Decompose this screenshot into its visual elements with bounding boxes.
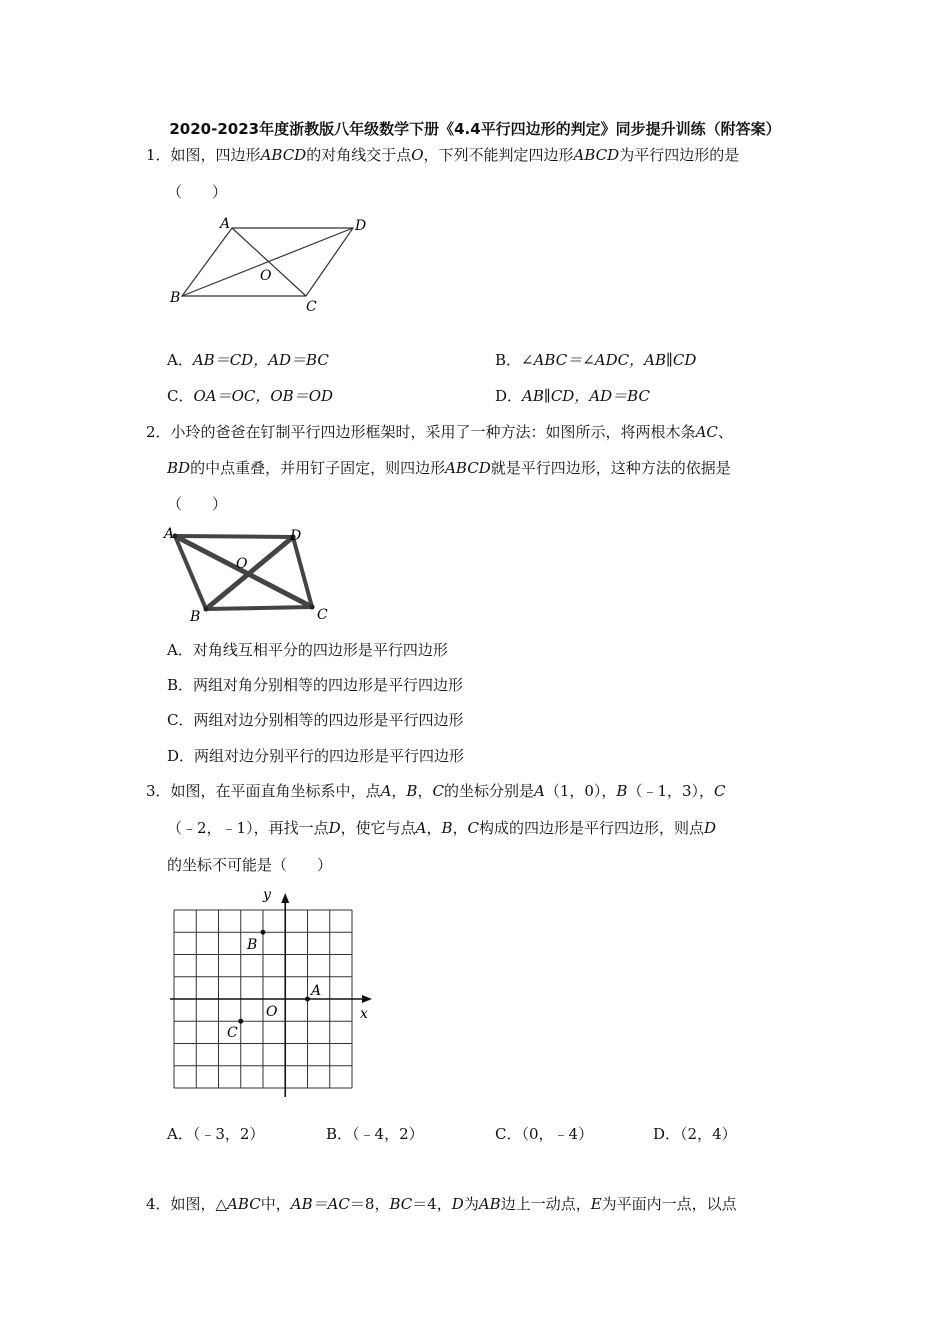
q3-label-x: x xyxy=(360,1006,368,1022)
q1-label-o: O xyxy=(260,268,272,284)
q1-option-b[interactable]: B．∠ABC＝∠ADC，AB∥CD xyxy=(495,351,697,369)
q2-option-a[interactable]: A．对角线互相平分的四边形是平行四边形 xyxy=(167,641,448,659)
q3-label-b: B xyxy=(247,937,258,953)
q1-option-c[interactable]: C．OA＝OC，OB＝OD xyxy=(167,387,334,405)
q3-point-b xyxy=(261,930,266,935)
q1-label-a: A xyxy=(220,216,231,232)
q3-axes xyxy=(170,897,368,1097)
q1-number: 1． xyxy=(146,146,171,164)
q2-label-c: C xyxy=(317,607,328,623)
q3-option-c[interactable]: C．（0，﹣4） xyxy=(495,1125,594,1143)
q1-figure xyxy=(160,210,380,320)
q2-label-d: D xyxy=(290,528,302,544)
q1-option-d[interactable]: D．AB∥CD，AD＝BC xyxy=(495,387,650,405)
q2-stick-bd xyxy=(206,537,293,609)
q3-x-arrow xyxy=(362,995,372,1003)
q3-y-arrow xyxy=(281,893,289,903)
q2-option-d[interactable]: D．两组对边分别平行的四边形是平行四边形 xyxy=(167,747,465,765)
page-title: 2020-2023年度浙教版八年级数学下册《4.4平行四边形的判定》同步提升训练（附答案） xyxy=(169,120,781,138)
q3-label-c: C xyxy=(227,1025,238,1041)
q3-option-d[interactable]: D．（2，4） xyxy=(653,1125,737,1143)
q3-label-o: O xyxy=(266,1004,278,1020)
q2-stem-line2: BD的中点重叠，并用钉子固定，则四边形ABCD就是平行四边形，这种方法的依据是 xyxy=(167,459,731,477)
q1-label-d: D xyxy=(355,218,367,234)
q3-stem-line2: （﹣2，﹣1），再找一点D，使它与点A，B，C构成的四边形是平行四边形，则点D xyxy=(167,819,717,837)
q2-option-b[interactable]: B．两组对角分别相等的四边形是平行四边形 xyxy=(167,676,464,694)
q1-stem: 1．如图，四边形ABCD的对角线交于点O，下列不能判定四边形ABCD为平行四边形的是 xyxy=(146,146,740,164)
q3-coordinate-grid xyxy=(160,885,380,1101)
q3-label-y: y xyxy=(263,887,271,903)
q2-label-o: O xyxy=(236,556,248,572)
q3-option-a[interactable]: A．（﹣3，2） xyxy=(167,1125,265,1143)
q2-number: 2． xyxy=(146,423,171,441)
q1-label-c: C xyxy=(306,299,317,315)
q2-label-b: B xyxy=(190,609,201,625)
q2-label-a: A xyxy=(164,526,175,542)
q3-stem-line3: 的坐标不可能是（ ） xyxy=(167,856,333,874)
q2-answer-paren: （ ） xyxy=(167,495,228,513)
q3-number: 3． xyxy=(146,782,171,800)
q3-point-a xyxy=(305,997,310,1002)
q3-stem-line1: 3．如图，在平面直角坐标系中，点A，B，C的坐标分别是A（1，0），B（﹣1，3），C xyxy=(146,782,726,800)
q1-option-a[interactable]: A．AB＝CD，AD＝BC xyxy=(167,351,329,369)
q2-option-c[interactable]: C．两组对边分别相等的四边形是平行四边形 xyxy=(167,711,464,729)
q1-answer-paren: （ ） xyxy=(167,183,228,201)
q2-stem-line1: 2．小玲的爸爸在钉制平行四边形框架时，采用了一种方法：如图所示，将两根木条AC、 xyxy=(146,423,733,441)
q4-number: 4． xyxy=(146,1195,171,1213)
q1-label-b: B xyxy=(170,290,181,306)
q4-stem-line1: 4．如图，△ABC中，AB＝AC＝8，BC＝4，D为AB边上一动点，E为平面内一点，以点 xyxy=(146,1195,737,1213)
q3-label-a: A xyxy=(311,983,322,999)
q2-figure xyxy=(160,522,340,626)
q3-point-c xyxy=(238,1019,243,1024)
q3-option-b[interactable]: B．（﹣4，2） xyxy=(326,1125,424,1143)
